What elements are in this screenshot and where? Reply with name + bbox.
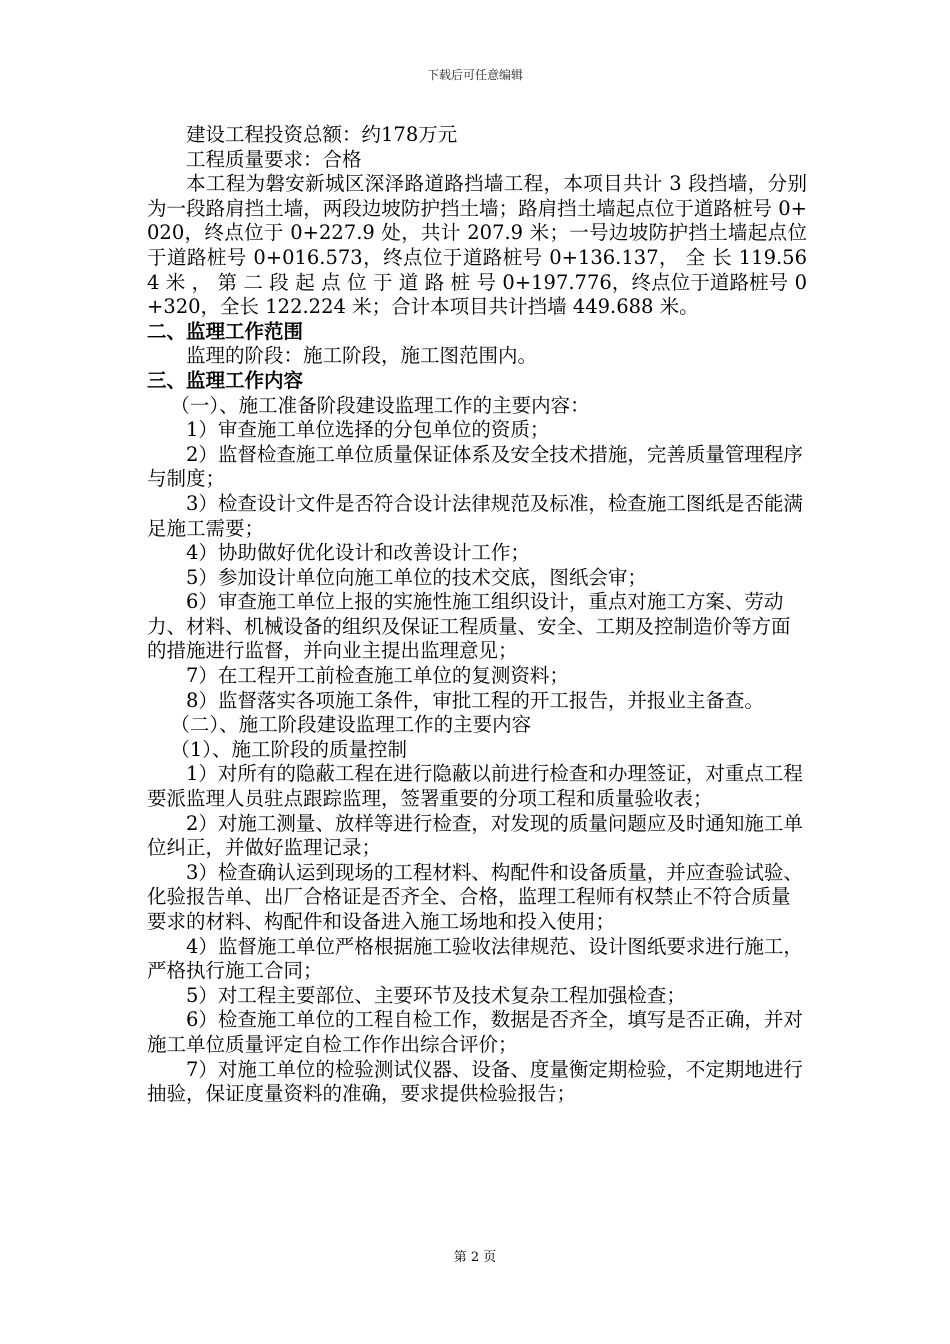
paragraph: 8）监督落实各项施工条件，审批工程的开工报告，并报业主备查。 <box>186 688 764 712</box>
page-header: 下载后可任意编辑 <box>426 68 523 82</box>
paragraph: 6）审查施工单位上报的实施性施工组织设计，重点对施工方案、劳动力、材料、机械设备的组织及保证工程质量、安全、工期及控制造价等方面的措施进行监督，并向业主提出监理意见； <box>147 590 791 663</box>
paragraph: 5）对工程主要部位、主要环节及技术复杂工程加强检查； <box>186 983 686 1007</box>
paragraph: 3）检查确认运到现场的工程材料、构配件和设备质量，并应查验试验、化验报告单、出厂合格证是否齐全、合格，监理工程师有权禁止不符合质量要求的材料、构配件和设备进入施工场地和投入使用； <box>147 860 803 933</box>
paragraph: 4）协助做好优化设计和改善设计工作； <box>186 541 530 565</box>
document-body <box>147 123 807 1107</box>
paragraph: 2）监督检查施工单位质量保证体系及安全技术措施，完善质量管理程序与制度； <box>147 442 803 491</box>
page-number: 第 2 页 <box>453 1250 497 1265</box>
paragraph: 3）检查设计文件是否符合设计法律规范及标准，检查施工图纸是否能满足施工需要； <box>147 491 803 540</box>
paragraph: 5）参加设计单位向施工单位的技术交底，图纸会审； <box>186 565 647 589</box>
paragraph: 1）对所有的隐蔽工程在进行隐蔽以前进行检查和办理签证，对重点工程要派监理人员驻点跟踪监理，签署重要的分项工程和质量验收表； <box>147 762 803 811</box>
section-heading: 三、监理工作内容 <box>147 368 304 392</box>
paragraph: （1）、施工阶段的质量控制 <box>170 737 408 761</box>
section-heading: 二、监理工作范围 <box>147 319 304 343</box>
paragraph: 4）监督施工单位严格根据施工验收法律规范、设计图纸要求进行施工，严格执行施工合同； <box>147 934 803 983</box>
paragraph: 建设工程投资总额：约178万元 <box>186 123 458 146</box>
paragraph: 本工程为磐安新城区深泽路道路挡墙工程，本项目共计 3 段挡墙，分别为一段路肩挡土墙，两段边坡防护挡土墙；路肩挡土墙起点位于道路桩号 0+020，终点位于 0+227.9 处，共计 207.9 米；一号边坡防护挡土墙起点位于道路桩号 0+016.573，终点位于道路桩号 0+136.137， 全 长 119.564 米 ， 第 二 段 起 点 位 于 道 路 桩 号 0+197.776，终点位于道路桩号 0+320，全长 122.224 米；合计本项目共计挡墙 449.688 米。 <box>147 172 807 319</box>
paragraph: 监理的阶段：施工阶段，施工图范围内。 <box>186 344 538 368</box>
paragraph: 工程质量要求：合格 <box>186 147 362 171</box>
paragraph: 1）审查施工单位选择的分包单位的资质； <box>186 418 550 442</box>
paragraph: （二）、施工阶段建设监理工作的主要内容 <box>170 713 532 737</box>
paragraph: 6）检查施工单位的工程自检工作，数据是否齐全，填写是否正确，并对施工单位质量评定自检工作作出综合评价； <box>147 1008 803 1056</box>
paragraph: 7）在工程开工前检查施工单位的复测资料； <box>186 664 569 688</box>
paragraph: 2）对施工测量、放样等进行检查，对发现的质量问题应及时通知施工单位纠正，并做好监理记录； <box>147 811 803 860</box>
paragraph: （一）、施工准备阶段建设监理工作的主要内容： <box>170 393 590 417</box>
paragraph: 7）对施工单位的检验测试仪器、设备、度量衡定期检验，不定期地进行抽验，保证度量资料的准确，要求提供检验报告； <box>147 1057 803 1106</box>
